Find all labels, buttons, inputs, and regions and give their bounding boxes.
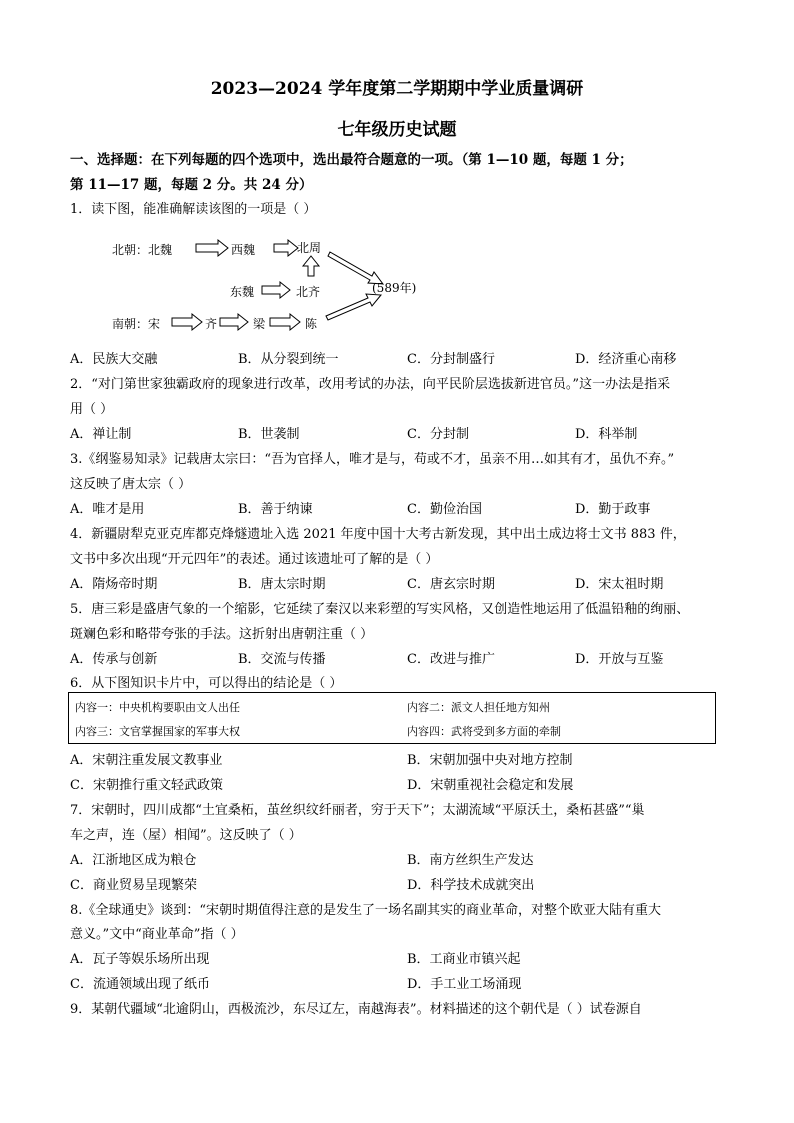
q4-line2: 文书中多次出现“开元四年”的表述。通过该遗址可了解的是（ ） [70,552,439,567]
q7-option-a: A．江浙地区成为粮仓 [70,853,197,868]
q2-option-a: A．禅让制 [70,427,132,442]
arrow-beiqi-beizhou [303,256,319,276]
arrow-dongwei-beiqi [262,282,290,298]
q8-line2: 意义。”文中“商业革命”指（ ） [70,927,244,942]
q9-line1: 9．某朝代疆域“北逾阴山，西极流沙，东尽辽左，南越海表”。材料描述的这个朝代是（ ）试卷源自 [70,1002,642,1017]
section-heading-line2: 第 11—17 题，每题 2 分。共 24 分） [70,177,313,193]
q5-option-d: D．开放与互鉴 [575,652,664,667]
q1-option-a: A．民族大交融 [70,352,158,367]
q8-line1: 8.《全球通史》谈到：“宋朝时期值得注意的是发生了一场名副其实的商业革命，对整个欧亚大陆有重大 [70,903,662,918]
label-dongwei: 东魏 [230,285,255,299]
q6-option-d: D．宋朝重视社会稳定和发展 [407,778,574,793]
exam-title: 2023—2024 学年度第二学期期中学业质量调研 [210,79,584,99]
q7-line1: 7．宋朝时，四川成都“土宜桑柘，茧丝织纹纤丽者，穷于天下”；太湖流域“平原沃土，桑柘甚盛”“巢 [70,803,645,818]
arrow-liang-chen [270,314,300,330]
q2-line1: 2．“对门第世家独霸政府的现象进行改革，改用考试的办法，向平民阶层选拔新进官员。”这一办法是指采 [70,377,671,392]
q7-option-c: C．商业贸易呈现繁荣 [70,878,197,893]
label-xiwei: 西魏 [231,243,256,257]
q5-option-a: A．传承与创新 [70,652,158,667]
card-content-2: 内容二：派文人担任地方知州 [407,701,550,714]
card-content-3: 内容三：文官掌握国家的军事大权 [75,725,240,738]
q1-option-b: B．从分裂到统一 [238,352,339,367]
q1-option-d: D．经济重心南移 [575,352,677,367]
section-heading-line1: 一、选择题：在下列每题的四个选项中，选出最符合题意的一项。（第 1—10 题，每题 1 分； [70,152,633,168]
q7-option-b: B．南方丝织生产发达 [407,853,534,868]
arrow-qi-liang [220,314,248,330]
arrow-beiwei-xiwei [196,240,228,256]
q4-line1: 4．新疆尉犁克亚克库都克烽燧遗址入选 2021 年度中国十大考古新发现，其中出土成边将士文书 883 件， [70,527,686,542]
q4-option-d: D．宋太祖时期 [575,577,664,592]
card-content-1: 内容一：中央机构要职由文人出任 [75,701,240,714]
q6-stem: 6．从下图知识卡片中，可以得出的结论是（ ） [70,676,343,691]
q4-option-b: B．唐太宗时期 [238,577,326,592]
label-qi: 齐 [205,317,218,331]
q7-line2: 车之声，连（屋）相闻”。这反映了（ ） [70,828,302,843]
q3-line2: 这反映了唐太宗（ ） [70,477,192,492]
q3-option-c: C．勤俭治国 [407,502,482,517]
q3-option-b: B．善于纳谏 [238,502,313,517]
label-beiqi: 北齐 [296,285,321,299]
q2-option-c: C．分封制 [407,427,469,442]
q4-option-a: A．隋炀帝时期 [70,577,158,592]
q3-line1: 3.《纲鉴易知录》记载唐太宗曰：“吾为官择人，唯才是与，苟或不才，虽亲不用…如其有才，虽仇不弃。” [70,452,675,467]
q4-option-c: C．唐玄宗时期 [407,577,495,592]
label-north-dynasties: 北朝：北魏 [112,243,173,257]
q2-option-b: B．世袭制 [238,427,300,442]
q2-line2: 用（ ） [70,402,114,417]
arrow-song-qi [172,314,202,330]
q6-option-c: C．宋朝推行重文轻武政策 [70,778,223,793]
q8-option-a: A．瓦子等娱乐场所出现 [70,952,210,967]
q7-option-d: D．科学技术成就突出 [407,878,535,893]
q8-option-d: D．手工业工场涌现 [407,977,522,992]
q2-option-d: D．科举制 [575,427,638,442]
q5-option-c: C．改进与推广 [407,652,495,667]
label-liang: 梁 [253,317,266,331]
q1-stem: 1．读下图，能准确解读该图的一项是（ ） [70,202,317,217]
knowledge-card [68,692,716,744]
q5-option-b: B．交流与传播 [238,652,326,667]
arrow-xiwei-beizhou [274,240,298,256]
q5-line1: 5．唐三彩是盛唐气象的一个缩影，它延续了秦汉以来彩塑的写实风格，又创造性地运用了低温铅釉的绚丽、 [70,602,690,617]
q6-option-a: A．宋朝注重发展文教事业 [70,753,223,768]
q6-option-b: B．宋朝加强中央对地方控制 [407,753,573,768]
exam-subtitle: 七年级历史试题 [337,120,457,140]
arrow-chen-589 [326,294,381,320]
q8-option-b: B．工商业市镇兴起 [407,952,521,967]
q3-option-a: A．唯才是用 [70,502,145,517]
label-chen: 陈 [305,317,318,331]
label-south-dynasties: 南朝：宋 [112,317,161,331]
label-beizhou: 北周 [297,241,322,255]
q8-option-c: C．流通领域出现了纸币 [70,977,210,992]
q5-line2: 斑斓色彩和略带夸张的手法。这折射出唐朝注重（ ） [70,627,374,642]
label-589: (589年) [372,281,417,295]
q1-option-c: C．分封制盛行 [407,352,495,367]
q3-option-d: D．勤于政事 [575,502,651,517]
card-content-4: 内容四：武将受到多方面的牵制 [407,725,561,738]
